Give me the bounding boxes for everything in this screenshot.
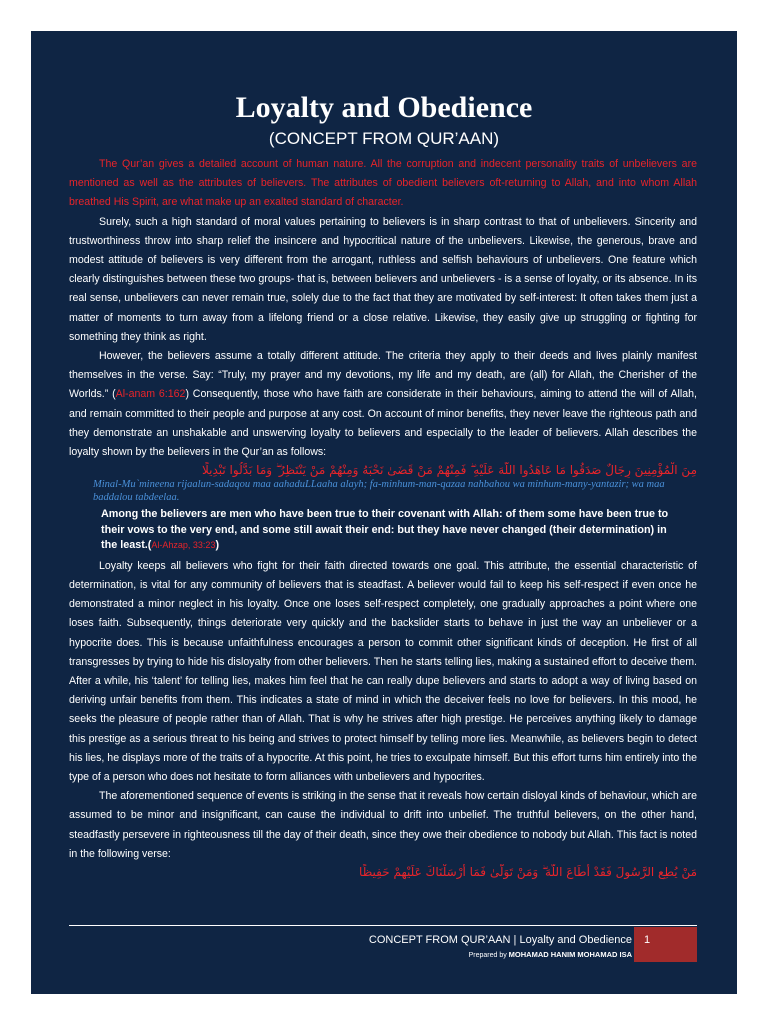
verse-translation [69,507,697,554]
page-number: 1 [644,934,651,946]
transliteration: Minal-Mu`mineena rijaalun-sadaqou maa aahaduLLaaha alayh; fa-minhum-man-qazaa nahbahou wa minhum-many-yantazir; wa maa baddalou tabdeelaa. [93,479,665,504]
paragraph-moral-values: Surely, such a high standard of moral values pertaining to believers is in sharp contrast to that of unbelievers. Sincerity and trustworthiness throw into sharp relief the insincere and hypocritical nature of the unbelievers. Likewise, the generous, brave and modest attitude of believers is very different from the arrogant, ruthless and selfish behaviours of unbelievers. One feature which clearly distinguishes between these two groups- that is, between believers and unbelievers - is a sense of loyalty, or its absence. In its real sense, unbelievers can never remain true, solely due to the fact that they are motivated by self-interest: It often takes them just a matter of moments to turn away from a lifelong friend or a close relative. Likewise, they easily give up struggling or fighting for something they think as right. [69,215,697,343]
document-title: Loyalty and Obedience [235,91,533,124]
arabic-verse: مِنَ الْمُؤْمِنِينَ رِجَالٌ صَدَقُوا مَا عَاهَدُوا اللَّهَ عَلَيْهِ ۖ فَمِنْهُمْ مَنْ قَضَىٰ نَحْبَهُ وَمِنْهُمْ مَنْ يَنْتَظِرُ ۖ وَمَا بَدَّلُوا تَبْدِيلًا [201,463,697,478]
verse-reference: Al-Ahzap, 33:23 [151,540,216,551]
paragraph-text: However, the believers assume a totally different attitude. The criteria they apply to their deeds and lives plainly manifest themselves in the verse. Say: “Truly, my prayer and my devotions, my life and my death, are (all) for Allah, the Cherisher of the Worlds.” ( [69,350,697,401]
prepared-by-label: Prepared by [468,952,507,959]
author-name: MOHAMAD HANIM MOHAMAD ISA [508,950,632,959]
paragraph-believers-attitude [69,347,697,462]
prepared-by [469,950,632,961]
page-number-box [634,927,697,962]
footer-divider [69,925,697,926]
paragraph-loyalty: Loyalty keeps all believers who fight for their faith directed towards one goal. This attribute, the essential characteristic of determination, is vital for any community of believers that is steadfast. A believer would fail to keep his self-respect if even once he demonstrated a minor neglect in his loyalty. Once one loses self-respect completely, one gradually approaches a point where one loses faith. Subsequently, things deteriorate very quickly and the backslider starts to behave in just the way an unbeliever or a hypocrite does. This is because unfaithfulness encourages a person to commit other significant kinds of deception. He first of all transgresses by trying to hide his disloyalty from other believers. Then he starts telling lies, making a sustained effort to deceive them. After a while, his ‘talent’ for telling lies, makes him feel that he can really dupe believers and starts to adopt a way of living based on deriving unfair benefits from them. This indicates a state of mind in which the deceiver feels no love for believers. In this mood, he seeks the pleasure of people rather than of Allah. That is why he strives after high prestige. He perceives anything likely to damage this prestige as a serious threat to his being and strives to protect himself by telling more lies. Meanwhile, as believers begin to detect his lies, he displays more of the traits of a hypocrite. At this point, he tries to exculpate himself. But this effort turns him entirely into the type of a person who does not hesitate to form alliances with unbelievers and hypocrites. [69,559,697,783]
paragraph-sequence: The aforementioned sequence of events is striking in the sense that it reveals how certain disloyal kinds of behaviour, which are assumed to be minor and insignificant, can cause the individual to drift into unbelief. The truthful believers, on the other hand, steadfastly persevere in righteousness till the day of their death, since they owe their obedience to nobody but Allah. This fact is noted in the following verse: [69,790,697,860]
intro-paragraph: The Qur’an gives a detailed account of human nature. All the corruption and indecent personality traits of unbelievers are mentioned as well as the attributes of believers. The attributes of obedient believers oft-returning to Allah, and into whom Allah breathed His Spirit, are what make up an exalted standard of character. [69,158,697,209]
paragraph-text: ) Consequently, those who have faith are considerate in their behaviours, aiming to attend the will of Allah, and remain committed to their people and purpose at any cost. On account of minor benefits, they never leave the righteous path and they demonstrate an unshakable and unswerving loyalty to believers and especially to the leader of believers. Allah describes the loyalty shown by the believers in the Qur’an as follows: [69,388,697,459]
document-body [69,155,697,880]
arabic-verse: مَنْ يُطِعِ الرَّسُولَ فَقَدْ أَطَاعَ اللَّهَ ۖ وَمَنْ تَوَلَّىٰ فَمَا أَرْسَلْنَاكَ عَلَيْهِمْ حَفِيظًا [359,865,697,879]
document-page [31,31,737,994]
quote-text: Among the believers are men who have been true to their covenant with Allah: of them some have been true to their vows to the very end, and some still await their end: but they have never changed (their determination) in the least.( [101,508,669,552]
verse-reference: Al-anam 6:162 [115,388,186,401]
footer-title: CONCEPT FROM QUR’AAN | Loyalty and Obedience [368,934,632,946]
quote-close: ) [215,539,220,552]
document-subtitle: (CONCEPT FROM QUR’AAN) [268,129,500,148]
